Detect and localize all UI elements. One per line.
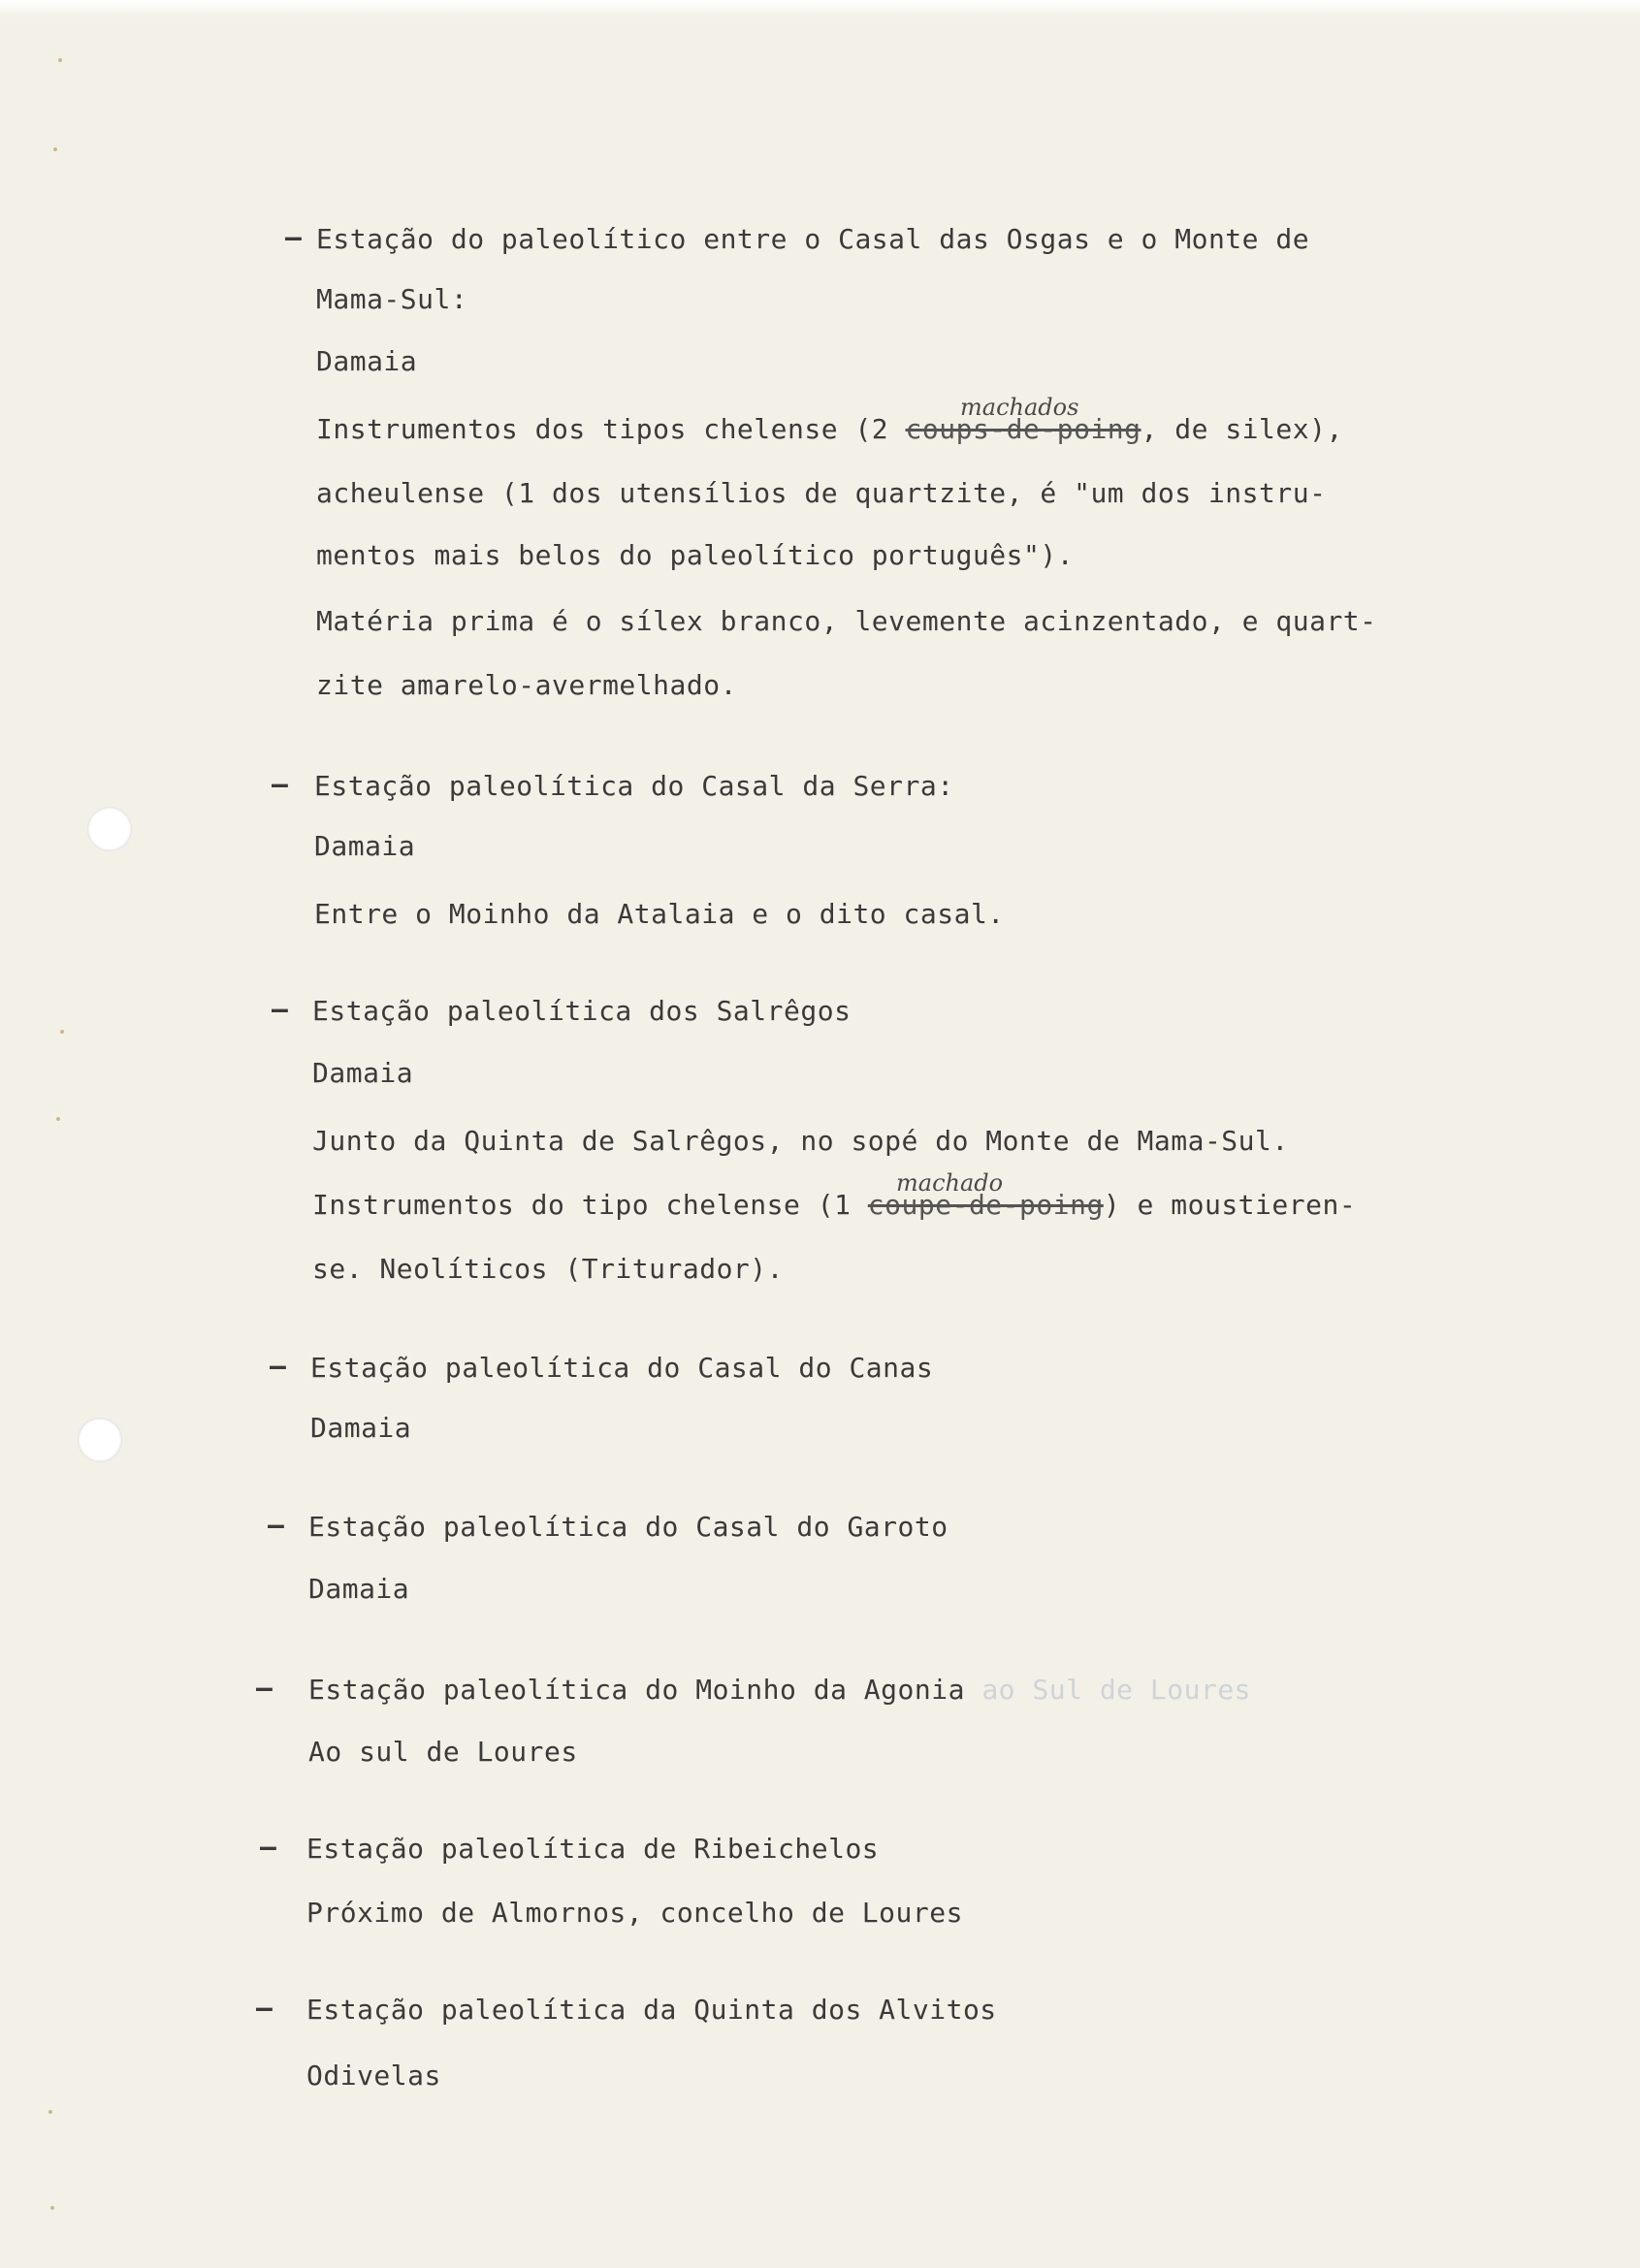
paper-speck bbox=[56, 1117, 60, 1121]
entry-1-desc-4: Matéria prima é o sílex branco, levemente acinzentado, e quart- bbox=[316, 605, 1377, 637]
entry-1-title: Estação do paleolítico entre o Casal das Osgas e o Monte de bbox=[316, 223, 1310, 255]
page-top-edge bbox=[0, 0, 1640, 17]
entry-3-struck-text: coupe-de-poing bbox=[867, 1189, 1104, 1221]
paper-speck bbox=[58, 58, 62, 62]
entry-1-struck-text: coups-de-poing bbox=[905, 413, 1142, 445]
entry-5-title: Estação paleolítica do Casal do Garoto bbox=[308, 1511, 949, 1543]
entry-2-desc-1: Entre o Moinho da Atalaia e o dito casal. bbox=[314, 898, 1005, 930]
entry-8-title: Estação paleolítica da Quinta dos Alvitos bbox=[306, 1994, 997, 2026]
entry-3-desc-1: Junto da Quinta de Salrêgos, no sopé do Monte de Mama-Sul. bbox=[312, 1125, 1289, 1157]
entry-6-place: Ao sul de Loures bbox=[308, 1736, 578, 1768]
entry-3-desc-3: se. Neolíticos (Triturador). bbox=[312, 1253, 785, 1285]
entry-6-faint-text: ao Sul de Loures bbox=[981, 1674, 1252, 1706]
entry-1-desc-5: zite amarelo-avermelhado. bbox=[316, 669, 737, 701]
entry-3-title: Estação paleolítica dos Salrêgos bbox=[312, 995, 852, 1027]
entry-1-title-cont: Mama-Sul: bbox=[316, 283, 468, 315]
entry-3-desc-2: Instrumentos do tipo chelense (1 coupe-de-poing) e moustieren- bbox=[312, 1189, 1357, 1221]
entry-6-title: Estação paleolítica do Moinho da Agonia ao Sul de Loures bbox=[308, 1674, 1252, 1706]
entry-4-title: Estação paleolítica do Casal do Canas bbox=[310, 1352, 934, 1384]
entry-dash: — bbox=[260, 1831, 276, 1863]
entry-8-place: Odivelas bbox=[306, 2060, 441, 2092]
entry-dash: — bbox=[272, 993, 288, 1025]
entry-1-desc-1: Instrumentos dos tipos chelense (2 coups-de-poing, de silex), bbox=[316, 413, 1343, 445]
entry-1-desc-2: acheulense (1 dos utensílios de quartzite, é "um dos instru- bbox=[316, 477, 1327, 509]
punch-hole-top bbox=[87, 807, 132, 851]
entry-dash: — bbox=[268, 1509, 284, 1541]
paper-speck bbox=[48, 2110, 52, 2114]
entry-2-place: Damaia bbox=[314, 830, 416, 862]
paper-speck bbox=[53, 147, 57, 151]
punch-hole-bottom bbox=[78, 1418, 122, 1462]
entry-dash: — bbox=[256, 1992, 273, 2024]
entry-5-place: Damaia bbox=[308, 1573, 410, 1605]
entry-3-place: Damaia bbox=[312, 1057, 414, 1089]
entry-7-title: Estação paleolítica de Ribeichelos bbox=[306, 1833, 880, 1865]
entry-1-place: Damaia bbox=[316, 345, 418, 377]
entry-7-place: Próximo de Almornos, concelho de Loures bbox=[306, 1897, 963, 1929]
entry-dash: — bbox=[285, 221, 302, 253]
entry-1-handwritten-correction: machados bbox=[960, 394, 1079, 421]
paper-speck bbox=[50, 2206, 54, 2210]
entry-dash: — bbox=[272, 768, 288, 800]
entry-4-place: Damaia bbox=[310, 1412, 412, 1444]
entry-dash: — bbox=[256, 1672, 273, 1704]
entry-3-handwritten-correction: machado bbox=[896, 1169, 1004, 1197]
entry-2-title: Estação paleolítica do Casal da Serra: bbox=[314, 770, 954, 802]
paper-speck bbox=[60, 1030, 64, 1034]
entry-dash: — bbox=[270, 1350, 286, 1382]
entry-1-desc-3: mentos mais belos do paleolítico português"). bbox=[316, 539, 1075, 571]
